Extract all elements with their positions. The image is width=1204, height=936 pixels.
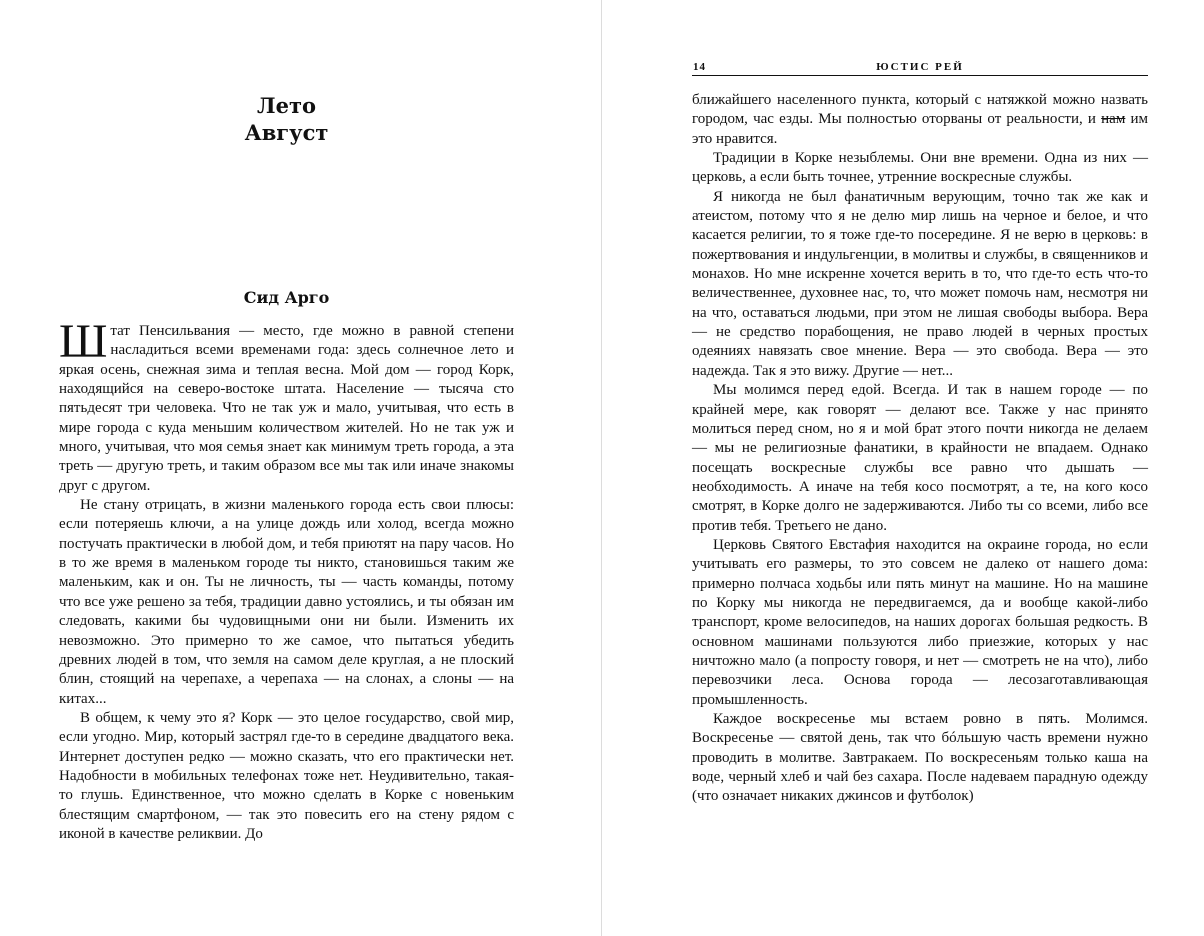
right-page <box>603 0 1204 936</box>
left-page-body <box>59 315 514 844</box>
chapter-title-line1: Лето <box>257 93 316 118</box>
paragraph: Каждое воскресенье мы встаем ровно в пять. Молимся. Воскресенье — святой день, так что бóльшую часть времени нужно проводить в молитве. Завтракаем. По воскресеньям только каша на воде, черный хлеб и чай без сахара. После надеваем парадную одежду (что означает никаких джинсов и футболок) <box>692 711 1148 805</box>
section-title: Сид Арго <box>243 288 330 307</box>
paragraph: Традиции в Корке незыблемы. Они вне времени. Одна из них — церковь, а если быть точнее, утренние воскресные службы. <box>692 150 1148 186</box>
right-page-body <box>692 91 1148 807</box>
paragraph-text: ближайшего населенного пункта, который с натяжкой можно назвать городом, час езды. Мы полностью оторваны от реальности, и <box>692 92 1148 128</box>
paragraph-text: тат Пенсильвания — место, где можно в равной степени насладиться всеми временами года: здесь солнечное лето и яркая осень, снежная зима и теплая весна. Мой дом — город Корк, находящийся на северо-востоке штата. Население — тысяча сто пятьдесят три человека. Что не так уж и мало, учитывая, что есть в мире города с куда меньшим количеством жителей. Но не так уж и много, учитывая, что моя семья знает как минимум треть города, а эта треть — другую треть, и таким образом все мы так или иначе знакомы друг с другом. <box>59 323 514 494</box>
chapter-title-line2: Август <box>244 120 329 145</box>
paragraph: Я никогда не был фанатичным верующим, точно так же как и атеистом, потому что я не делю мир лишь на черное и белое, и что касается религии, то я тоже где-то посередине. Я не верю в церковь: в пожертвования и индульгенции, в молитвы и службы, в священников и монахов. Но мне искренне хочется верить в то, что где-то есть что-то величественнее, духовнее нас, то, что может помочь нам, несмотря ни на что, оставаться людьми, при этом не лишая свободы выбора. Вера — не средство порабощения, не право людей в черных простых одеяниях навязать свое мнение. Вера — это свобода. Вера — это надежда. Так я это вижу. Другие — нет... <box>692 188 1148 379</box>
drop-cap: Ш <box>59 315 108 368</box>
paragraph <box>692 91 1148 149</box>
struck-word: нам <box>1101 111 1126 128</box>
page-number: 14 <box>693 61 706 73</box>
paragraph: Церковь Святого Евстафия находится на окраине города, но если учитывать его размеры, то это совсем не далеко от нашего дома: примерно полчаса ходьбы или пять минут на машине. Но на машине по Корку мы никогда не передвигаемся, да и вообще какой-либо транспорт, кроме велосипедов, на наших дорогах большая редкость. В основном машинами пользуются либо приезжие, которых у нас ничтожно мало (а попросту говоря, и нет — смотреть не на что), либо перевозчики леса. Основа города — лесозаготавливающая промышленность. <box>692 536 1148 708</box>
paragraph <box>59 315 514 496</box>
paragraph: Не стану отрицать, в жизни маленького города есть свои плюсы: если потеряешь ключи, а на улице дождь или холод, всегда можно постучать практически в любой дом, и тебя приютят на пару часов. Но в то же время в маленьком городе ты никто, становишься таким же маленьким, как и он. Ты не личность, ты — часть команды, потому что все уже решено за тебя, традиции давно устоялись, и ты обязан им следовать, какими бы чудовищными они ни были. Изменить их невозможно. Это примерно то же самое, что пытаться убедить древних людей в том, что земля на самом деле круглая, а не плоский блин, стоящий на черепахе, а черепаха — на слонах, а слоны — на китах... <box>59 497 514 707</box>
running-head-author: ЮСТИС РЕЙ <box>876 61 964 73</box>
running-head <box>692 60 1148 76</box>
paragraph: В общем, к чему это я? Корк — это целое государство, свой мир, если угодно. Мир, который застрял где-то в середине двадцатого века. Интернет доступен редко — можно сказать, что его практически нет. Надобности в мобильных телефонах тоже нет. Неудивительно, такая-то глушь. Единственное, что можно сделать в Корке с новеньким блестящим смартфоном, — так это повесить его на стену рядом с иконой в качестве реликвии. До <box>59 709 514 842</box>
paragraph: Мы молимся перед едой. Всегда. И так в нашем городе — по крайней мере, как говорят — делают все. Также у нас принято молиться перед сном, но я и мой брат этого почти никогда не делаем — мы не религиозные фанатики, в крайности не впадаем. Однако посещать воскресные службы все равно что дышать — необходимость. А иначе на тебя косо посмотрят, а те, на кого косо смотрят, в Корке долго не задерживаются. Либо ты со всеми, либо все против тебя. Третьего не дано. <box>692 382 1148 534</box>
paragraph-text: им это нравится. <box>692 111 1149 147</box>
chapter-title <box>0 92 573 146</box>
